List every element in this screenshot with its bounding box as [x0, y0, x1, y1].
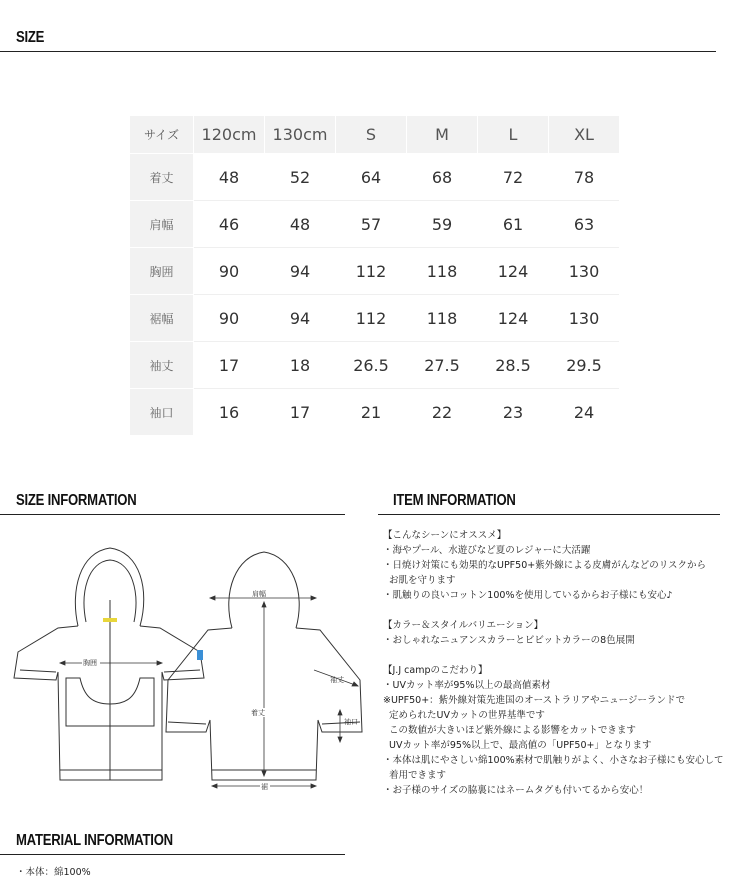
size-column-header: XL: [549, 116, 620, 154]
item-information-divider: [378, 514, 720, 515]
size-table-row: [130, 342, 619, 389]
size-column-header: 130cm: [265, 116, 336, 154]
measurement-value: 112: [336, 248, 407, 295]
length-label: 着丈: [251, 709, 265, 717]
measurement-value: 68: [407, 154, 478, 201]
item-information-line: ・お子様のサイズの脇裏にはネームタグも付いてるから安心！: [383, 785, 649, 796]
item-information-title: ITEM INFORMATION: [393, 492, 516, 509]
item-information-line: 着用できます: [389, 770, 447, 781]
measurement-value: 94: [265, 248, 336, 295]
size-divider: [0, 51, 716, 52]
material-text: ・本体：綿100%: [16, 867, 91, 878]
size-table-row: [130, 295, 619, 342]
size-table-row: [130, 248, 619, 295]
hoodie-front-drawing: [14, 548, 204, 780]
measurement-value: 124: [478, 248, 549, 295]
measurement-label: 袖口: [130, 389, 194, 436]
size-column-header: S: [336, 116, 407, 154]
item-information-line: お肌を守ります: [389, 575, 456, 586]
sleeve-label: 袖丈: [330, 676, 344, 684]
measurement-value: 48: [265, 201, 336, 248]
material-information-divider: [0, 854, 345, 855]
item-information-line: この数値が大きいほど紫外線による影響をカットできます: [389, 725, 636, 736]
size-information-divider: [0, 514, 345, 515]
item-information-line: ・肌触りの良いコットン100%を使用しているからお子様にも安心♪: [383, 590, 673, 601]
measurement-value: 18: [265, 342, 336, 389]
measurement-value: 26.5: [336, 342, 407, 389]
measurement-value: 21: [336, 389, 407, 436]
measurement-value: 78: [549, 154, 620, 201]
item-information-line: ・おしゃれなニュアンスカラーとビビットカラーの8色展開: [383, 635, 635, 646]
measurement-value: 59: [407, 201, 478, 248]
sleeve-logo-tag: [197, 650, 203, 660]
item-information-line: UVカット率が95%以上で、最高値の「UPF50+」となります: [389, 740, 652, 751]
hem-label: 裾: [261, 783, 268, 791]
shoulder-label: 肩幅: [252, 590, 266, 598]
item-information-line: ・日焼け対策にも効果的なUPF50+紫外線による皮膚がんなどのリスクから: [383, 560, 707, 571]
measurement-label: 着丈: [130, 154, 194, 201]
chest-label: 胸囲: [83, 659, 97, 667]
measurement-value: 46: [194, 201, 265, 248]
measurement-value: 17: [265, 389, 336, 436]
measurement-value: 24: [549, 389, 620, 436]
measurement-value: 52: [265, 154, 336, 201]
measurement-value: 27.5: [407, 342, 478, 389]
item-information-line: ※UPF50+：紫外線対策先進国のオーストラリアやニュージーランドで: [383, 695, 685, 706]
chest-measure-line: [60, 661, 162, 665]
size-information-title: SIZE INFORMATION: [16, 492, 137, 509]
item-information-block: [383, 618, 743, 648]
size-table-row: [130, 201, 619, 248]
measurement-value: 118: [407, 248, 478, 295]
item-information-line: ・海やプール、水遊びなど夏のレジャーに大活躍: [383, 545, 591, 556]
measurement-value: 57: [336, 201, 407, 248]
measurement-value: 23: [478, 389, 549, 436]
measurement-value: 29.5: [549, 342, 620, 389]
measurement-value: 130: [549, 248, 620, 295]
size-column-header: L: [478, 116, 549, 154]
measurement-value: 118: [407, 295, 478, 342]
material-information-title: MATERIAL INFORMATION: [16, 832, 173, 849]
measurement-value: 28.5: [478, 342, 549, 389]
measurement-value: 72: [478, 154, 549, 201]
measurement-label: 肩幅: [130, 201, 194, 248]
length-measure-line: [262, 602, 266, 776]
measurement-label: 袖丈: [130, 342, 194, 389]
measurement-value: 90: [194, 295, 265, 342]
measurement-value: 48: [194, 154, 265, 201]
measurement-value: 124: [478, 295, 549, 342]
item-information-line: ・本体は肌にやさしい綿100%素材で肌触りがよく、小さなお子様にも安心して: [383, 755, 724, 766]
size-table: [130, 116, 619, 436]
measurement-value: 64: [336, 154, 407, 201]
garment-size-diagram: [0, 530, 370, 800]
item-information-block: [383, 528, 743, 603]
measurement-value: 16: [194, 389, 265, 436]
measurement-value: 90: [194, 248, 265, 295]
measurement-value: 17: [194, 342, 265, 389]
zipper-pull-tag: [103, 618, 117, 622]
measurement-label: 胸囲: [130, 248, 194, 295]
item-information-line: 【こんなシーンにオススメ】: [383, 530, 507, 541]
measurement-value: 112: [336, 295, 407, 342]
cuff-measure-line: [338, 710, 342, 742]
size-header-label: サイズ: [130, 116, 194, 154]
item-information-text: [383, 528, 743, 813]
size-section-title: SIZE: [16, 29, 45, 46]
size-column-header: M: [407, 116, 478, 154]
item-information-line: 定められたUVカットの世界基準です: [389, 710, 545, 721]
cuff-label: 袖口: [344, 718, 358, 726]
size-table-row: [130, 389, 619, 436]
size-table-row: [130, 154, 619, 201]
item-information-line: ・UVカット率が95%以上の最高値素材: [383, 680, 551, 691]
measurement-value: 130: [549, 295, 620, 342]
item-information-block: [383, 663, 743, 798]
measurement-label: 裾幅: [130, 295, 194, 342]
size-table-header-row: [130, 116, 619, 154]
measurement-value: 63: [549, 201, 620, 248]
size-column-header: 120cm: [194, 116, 265, 154]
measurement-value: 94: [265, 295, 336, 342]
item-information-line: 【J.J campのこだわり】: [383, 665, 488, 676]
item-information-line: 【カラー＆スタイルバリエーション】: [383, 620, 544, 631]
measurement-value: 22: [407, 389, 478, 436]
measurement-value: 61: [478, 201, 549, 248]
